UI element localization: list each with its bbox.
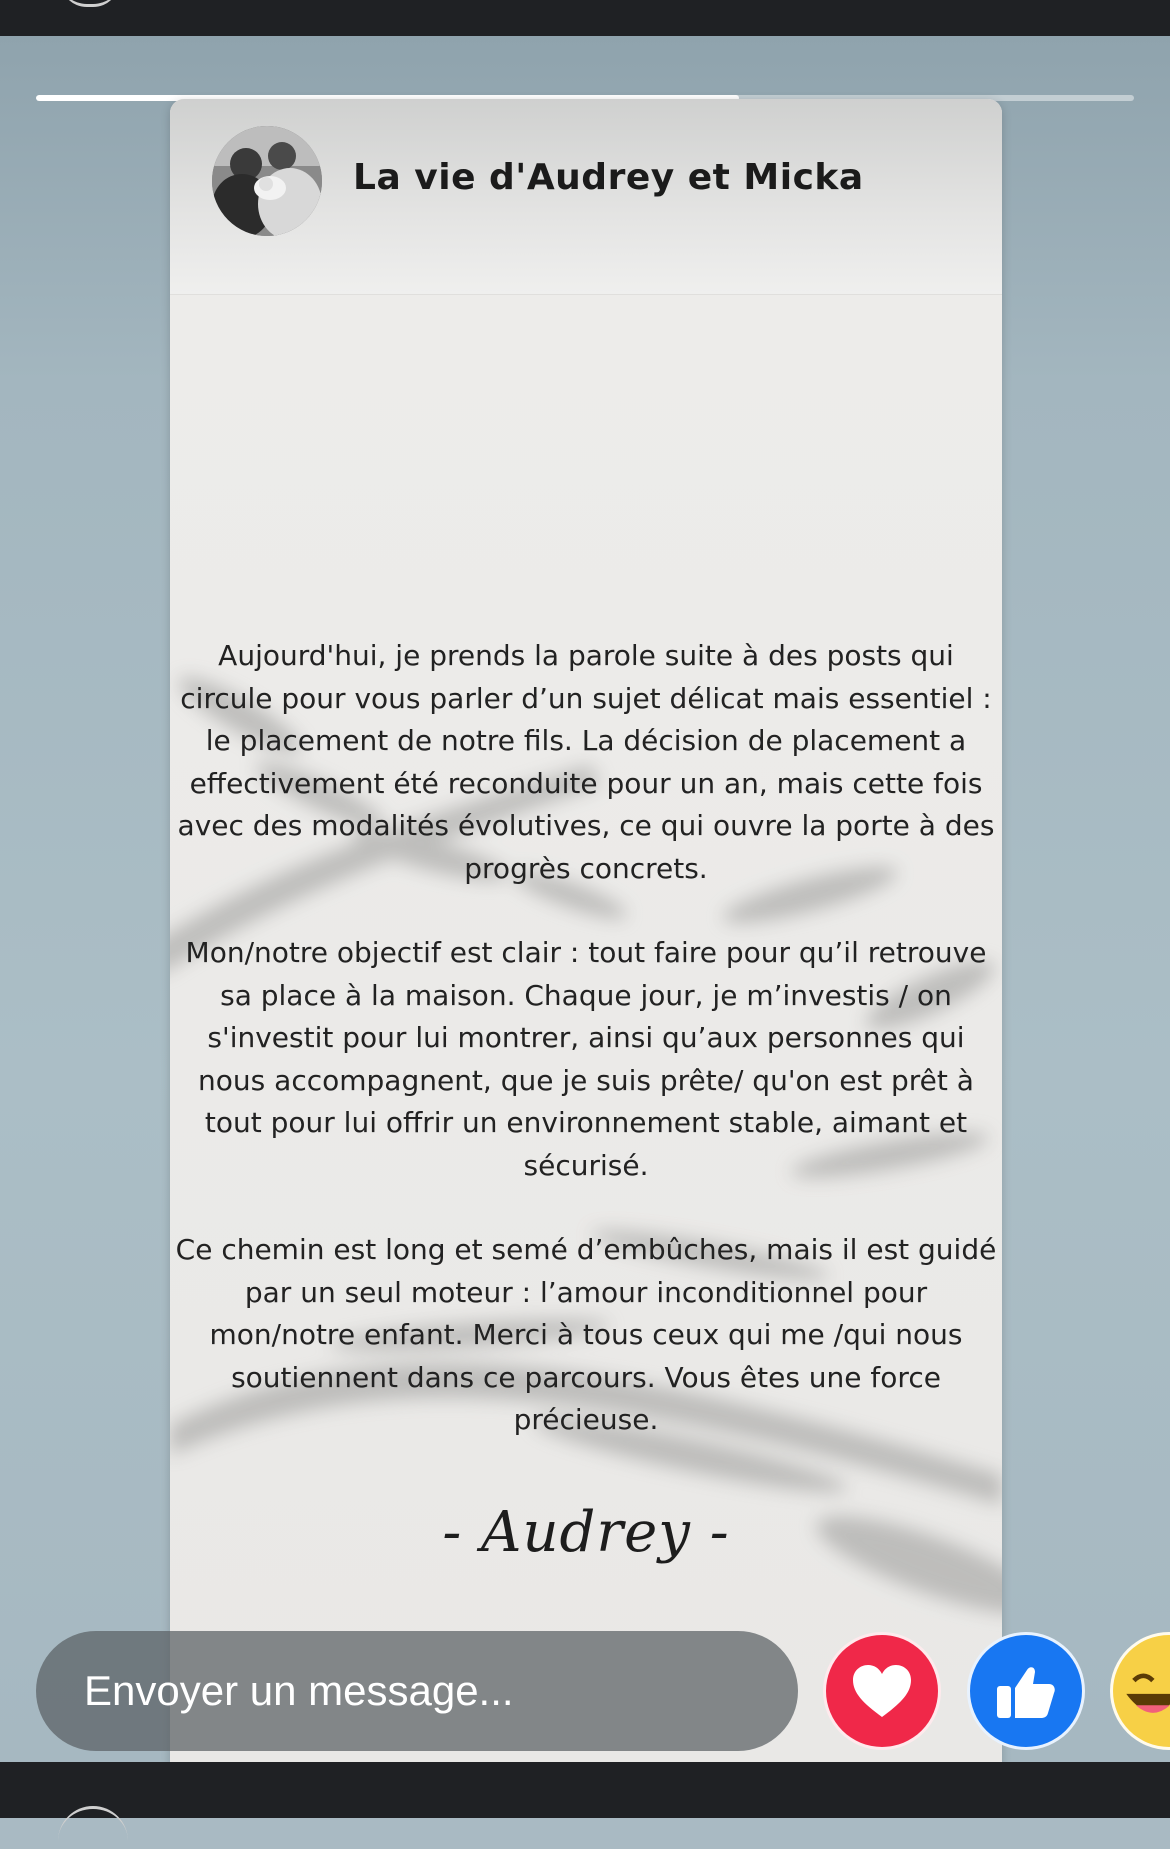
post-text (170, 635, 1002, 1484)
post-paragraph-1: Aujourd'hui, je prends la parole suite à des posts qui circule pour vous parler d’un sujet délicat mais essentiel : le placement de notre fils. La décision de placement a effectivement été reconduite pour un an, mais cette fois avec des modalités évolutives, ce qui ouvre la porte à des progrès concrets. (177, 639, 995, 885)
heart-reaction-button[interactable] (823, 1632, 941, 1750)
next-story-avatar[interactable] (58, 1806, 128, 1849)
heart-icon (851, 1663, 913, 1719)
post-paragraph-3: Ce chemin est long et semé d’embûches, mais il est guidé par un seul moteur : l’amour inconditionnel pour mon/notre enfant. Merci à tous ceux qui me /qui nous soutiennent dans ce parcours. Vous êtes une force précieuse. (175, 1233, 997, 1436)
page-avatar[interactable] (212, 126, 322, 236)
thumbs-up-icon (995, 1662, 1057, 1720)
previous-story-avatar[interactable] (60, 0, 120, 7)
laughing-face-icon (1113, 1632, 1170, 1750)
bottom-bar (0, 1762, 1170, 1818)
post-header (170, 99, 1002, 295)
page-title[interactable]: La vie d'Audrey et Micka (353, 157, 864, 198)
top-bar (0, 0, 1170, 36)
post-image (170, 295, 1002, 1775)
post-paragraph-2: Mon/notre objectif est clair : tout faire pour qu’il retrouve sa place à la maison. Chaque jour, je m’investis / on s'investit pour lui montrer, ainsi qu’aux personnes qui nous accompagnent, que je suis prête/ qu'on est prêt à tout pour lui offrir un environnement stable, aimant et sécurisé. (185, 936, 987, 1182)
haha-reaction-button[interactable] (1110, 1632, 1170, 1750)
story-viewer[interactable] (0, 36, 1170, 1762)
shared-post-card[interactable] (170, 99, 1002, 1775)
message-input[interactable]: Envoyer un message... (36, 1631, 798, 1751)
signature: - Audrey - (442, 1500, 730, 1565)
like-reaction-button[interactable] (967, 1632, 1085, 1750)
